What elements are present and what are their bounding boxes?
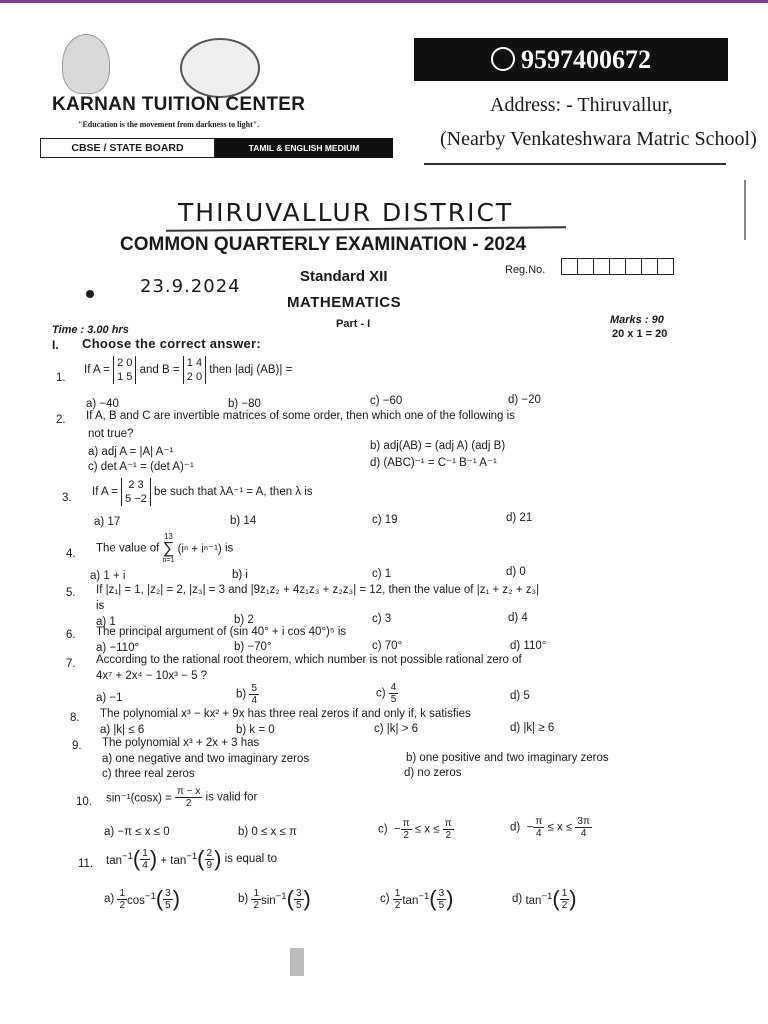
subject: MATHEMATICS [287,294,402,311]
option-a: a) −40 [86,398,119,410]
part-label: Part - I [336,318,371,330]
phone-number: 9597400672 [521,45,651,74]
matrix-b: 1 4 2 0 [183,356,206,384]
top-border [0,0,768,3]
founder-photo [62,34,110,94]
option-a: a) one negative and two imaginary zeros [102,753,310,765]
question-text: and B = [139,364,180,377]
question-text: If A = [84,364,110,377]
option-c: c) det A⁻¹ = (det A)⁻¹ [88,461,194,473]
question-2-cont: not true? [88,428,134,440]
option-d: d) (ABC)⁻¹ = C⁻¹ B⁻¹ A⁻¹ [370,457,497,469]
option-b: b) $\frac{1}{2}$ $\sin^{-1}$( $\frac{3}{5}$ ) [238,886,311,911]
option-a: a) −1 [96,692,123,704]
option-b: b) i [232,569,248,581]
question-8: The polynomial x³ − kx² + 9x has three real zeros if and only if, k satisfies [100,708,471,720]
option-a: a) 1 + i [90,570,126,582]
scan-artifact [744,180,746,240]
option-c: c) $\frac{1}{2}$ $\tan^{-1}$( $\frac{3}{5}$ ) [380,886,454,911]
question-number: 11. [78,858,94,870]
whatsapp-icon [491,47,515,71]
option-c: c) 19 [372,514,398,526]
question-number: 7. [66,658,76,670]
question-text: is valid for [205,791,258,804]
option-b: b) −70° [234,641,272,653]
question-text: then |adj (AB)| = [209,364,293,377]
scan-artifact [290,948,304,976]
reg-label: Reg.No. [505,264,546,276]
option-b: b) 2 [234,614,254,626]
question-text: be such that λA⁻¹ = A, then λ is [154,486,313,499]
header-divider [424,163,726,165]
option-b: b) 0 ≤ x ≤ π [238,826,297,838]
question-text: is [224,542,234,555]
option-b: b) −80 [228,398,261,410]
marks-label: Marks : 90 [610,314,664,326]
question-9: The polynomial x³ + 2x + 3 has [102,737,260,749]
question-4 [96,532,233,565]
option-c: c) 3 [372,613,392,625]
question-5: If |z₁| = 1, |z₂| = 2, |z₃| = 3 and |9z₁z₂ + 4z₁z₃ + z₂z₃| = 12, then the value of |z₁ + z₂ + z₃| [96,584,540,596]
question-text: If A = [92,486,118,499]
section-number: I. [52,338,59,352]
option-d: d) 4 [508,612,528,624]
district-underline [166,226,566,231]
option-a: a) −110° [96,642,140,654]
option-b: b) adj(AB) = (adj A) (adj B) [370,440,506,452]
question-11: $\tan^{-1}$( $\frac{1}{4}$ ) + $\tan^{-1}$( $\frac{2}{9}$ ) is equal to [106,846,278,871]
option-d: d) 21 [506,512,533,524]
time-label: Time : 3.00 hrs [52,324,129,336]
exam-title: COMMON QUARTERLY EXAMINATION - 2024 [120,234,527,255]
question-5-cont: is [96,600,105,612]
question-number: 9. [72,740,82,752]
option-c: c) $\frac{4}{5}$ [376,682,397,705]
question-2: If A, B and C are invertible matrices of some order, then which one of the following is [86,410,515,422]
phone-box [414,38,728,81]
option-a: a) $\frac{1}{2}$ $\cos^{-1}$( $\frac{3}{5}$ ) [104,886,181,911]
option-a: a) 17 [94,516,121,528]
question-7: According to the rational root theorem, which number is not possible rational zero of [96,654,522,666]
option-c: c) − $\frac{\pi}{2}$ ≤ x ≤ $\frac{\pi}{2}$ [378,818,452,841]
question-text: The value of [96,542,160,555]
option-c: c) |k| > 6 [374,723,419,735]
option-b: b) $\frac{5}{4}$ [236,683,257,706]
option-d: d) $\tan^{-1}$( $\frac{1}{2}$ ) [512,886,577,911]
question-number: 2. [56,414,66,426]
exam-date: 23.9.2024 [140,276,241,297]
option-c: c) −60 [370,395,403,407]
question-number: 3. [62,492,72,504]
medium-label: TAMIL & ENGLISH MEDIUM [215,138,393,158]
question-7-cont: 4x⁷ + 2x⁴ − 10x³ − 5 ? [96,670,208,682]
option-d: d) no zeros [404,767,462,779]
district-title: THIRUVALLUR DISTRICT [178,198,514,227]
option-a: a) adj A = |A| A⁻¹ [88,446,174,458]
option-a: a) −π ≤ x ≤ 0 [104,826,170,838]
option-b: b) k = 0 [236,724,275,736]
summation: 13 ∑ n=1 [162,532,175,564]
matrix-a: 2 3 5 −2 [121,478,151,506]
option-b: b) 14 [230,515,257,527]
option-c: c) 1 [372,568,392,580]
question-number: 5. [66,587,76,599]
option-d: d) 110° [510,640,547,652]
fraction: $\frac{\pi - x}{2}$ [177,786,201,809]
question-number: 1. [56,372,66,384]
question-10 [106,786,257,809]
option-a: a) 1 [96,616,116,628]
option-d: d) |k| ≥ 6 [510,722,555,734]
board-label: CBSE / STATE BOARD [40,138,215,158]
option-d: d) −20 [508,394,541,406]
matrix-a: 2 0 1 5 [113,356,136,384]
center-emblem-logo [180,38,260,98]
option-a: a) |k| ≤ 6 [100,724,145,736]
bullet-dot [86,290,94,298]
question-number: 4. [66,548,76,560]
address-line-1: Address: - Thiruvallur, [490,94,673,116]
question-3 [92,478,313,506]
reg-number-boxes[interactable] [561,258,673,275]
question-number: 8. [70,712,80,724]
option-d: d) − $\frac{\pi}{4}$ ≤ x ≤ $\frac{3\pi}{4}$ [510,816,590,839]
option-d: d) 5 [510,690,530,702]
option-b: b) one positive and two imaginary zeros [406,752,609,764]
address-line-2: (Nearby Venkateshwara Matric School) [440,128,757,150]
instruction: Choose the correct answer: [82,336,262,351]
marks-calc: 20 x 1 = 20 [612,328,668,340]
standard: Standard XII [300,268,388,285]
question-number: 6. [66,629,76,641]
option-d: d) 0 [506,566,526,578]
sum-expression: (iⁿ + iⁿ⁻¹) [177,543,222,556]
question-text: is equal to [224,853,278,865]
question-6: The principal argument of (sin 40° + i cos 40°)⁵ is [96,626,347,638]
center-name: KARNAN TUITION CENTER [52,94,306,115]
tagline: "Education is the movement from darkness to light". [78,120,260,129]
question-1 [84,356,292,384]
question-number: 10. [76,796,92,808]
option-c: c) 70° [372,640,403,652]
question-text: sin⁻¹(cosx) = [106,792,172,805]
option-c: c) three real zeros [102,768,195,780]
